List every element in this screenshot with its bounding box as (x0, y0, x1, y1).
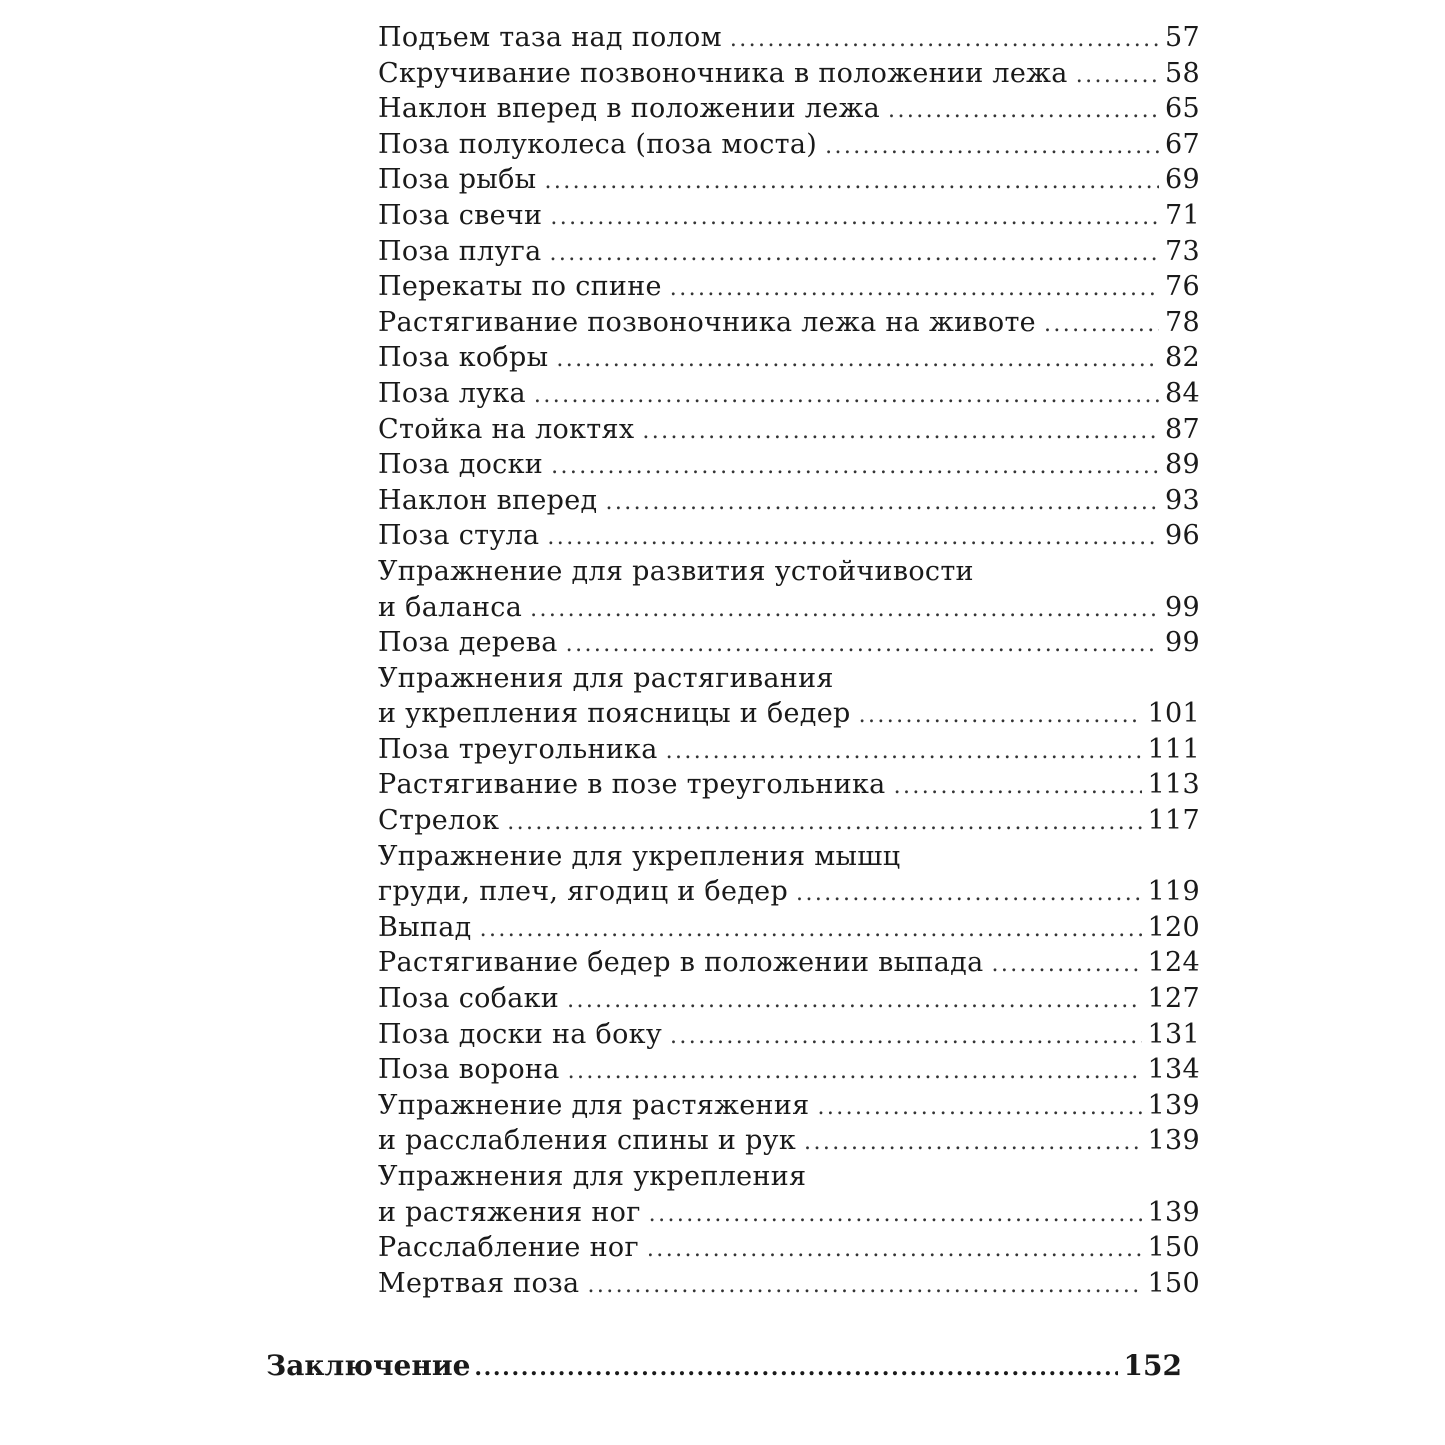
toc-leader-dots (587, 1268, 1141, 1304)
toc-entry (378, 1266, 1200, 1302)
toc-leader-dots (796, 876, 1142, 912)
toc-entry-page: 150 (1147, 1267, 1200, 1299)
toc-entry-title: груди, плеч, ягодиц и бедер (378, 876, 789, 908)
toc-entry (378, 732, 1200, 768)
toc-entry-title: Выпад (378, 911, 472, 943)
toc-entry (378, 767, 1200, 803)
toc-leader-dots (547, 520, 1159, 556)
toc-leader-dots (817, 1090, 1141, 1126)
toc-entry-page: 78 (1165, 306, 1200, 338)
toc-leader-dots (534, 378, 1159, 414)
toc-entry-title: Поза стула (378, 520, 540, 552)
toc-leader-dots (804, 1125, 1142, 1161)
toc-entry-title: Скручивание позвоночника в положении лежа (378, 57, 1068, 89)
toc-leader-dots (730, 22, 1159, 58)
toc-leader-dots (1076, 58, 1159, 94)
toc-leader-dots (605, 485, 1159, 521)
toc-entry-page: 57 (1165, 22, 1200, 53)
toc-entry-title: Наклон вперед в положении лежа (378, 93, 881, 125)
toc-entry-page: 113 (1147, 769, 1200, 801)
toc-entry (378, 945, 1200, 981)
toc-entry (378, 340, 1200, 376)
toc-entry-title: Упражнение для укрепления мышц (378, 840, 901, 872)
toc-leader-dots (507, 805, 1141, 841)
toc-entry (378, 1017, 1200, 1053)
toc-leader-dots (825, 129, 1159, 165)
toc-leader-dots (480, 912, 1142, 948)
toc-leader-dots (991, 947, 1141, 983)
toc-leader-dots (666, 734, 1142, 770)
toc-entry-page: 101 (1147, 698, 1200, 730)
toc-entry-page: 124 (1147, 947, 1200, 979)
toc-entry-title: Поза кобры (378, 342, 549, 374)
toc-leader-dots (670, 271, 1159, 307)
toc-entry-page: 67 (1165, 128, 1200, 160)
toc-entry (378, 981, 1200, 1017)
toc-leader-dots (670, 1019, 1142, 1055)
toc-entry-page: 73 (1165, 235, 1200, 267)
toc-leader-dots (1044, 307, 1159, 343)
toc-entry (378, 305, 1200, 341)
toc-leader-dots (549, 236, 1159, 272)
toc-entry-title: Стрелок (378, 805, 500, 837)
toc-entry-title: Перекаты по спине (378, 271, 662, 303)
toc-entry (378, 1123, 1200, 1159)
toc-entry-title: Поза собаки (378, 983, 560, 1015)
toc-entry-title: Упражнения для укрепления (378, 1161, 807, 1192)
toc-entry-title: Поза лука (378, 377, 526, 409)
toc-entry-page: 71 (1165, 199, 1200, 231)
toc-entry (378, 1230, 1200, 1266)
toc-leader-dots (859, 698, 1142, 734)
toc-entry (378, 447, 1200, 483)
toc-entry (378, 696, 1200, 732)
toc-entry (378, 1052, 1200, 1088)
toc-entry-continuation (378, 661, 1200, 697)
toc-entry-page: 117 (1147, 805, 1200, 837)
toc-entry-page: 96 (1165, 520, 1200, 552)
toc-entry (378, 1195, 1200, 1231)
toc-entry (378, 910, 1200, 946)
toc-entry-title: Поза полуколеса (поза моста) (378, 128, 818, 160)
toc-leader-dots (568, 1054, 1142, 1090)
toc-entry-title: Поза рыбы (378, 164, 537, 196)
toc-entry-title: Растягивание в позе треугольника (378, 769, 886, 801)
toc-entry-page: 84 (1165, 377, 1200, 409)
toc-entry-page: 58 (1165, 57, 1200, 89)
toc-leader-dots (888, 93, 1159, 129)
toc-entry (378, 803, 1200, 839)
toc-leader-dots (530, 592, 1159, 628)
toc-entry-title: Поза дерева (378, 627, 558, 659)
toc-leader-dots (566, 627, 1159, 663)
toc-entry (378, 625, 1200, 661)
toc-entry (378, 198, 1200, 234)
toc-entry-title: Поза ворона (378, 1054, 560, 1086)
toc-leader-dots (642, 414, 1159, 450)
toc-entry (378, 234, 1200, 270)
toc-entry (378, 56, 1200, 92)
toc-entry-title: Поза плуга (378, 235, 542, 267)
toc-entry-continuation (378, 1159, 1200, 1195)
toc-entry-page: 111 (1147, 733, 1200, 765)
toc-leader-dots (567, 983, 1141, 1019)
toc-entry-title: Растягивание позвоночника лежа на животе (378, 306, 1036, 338)
toc-leader-dots (544, 164, 1159, 200)
toc-leader-dots (647, 1232, 1142, 1268)
toc-leader-dots (556, 342, 1159, 378)
toc-entry-title: Стойка на локтях (378, 413, 635, 445)
toc-entry-page: 93 (1165, 484, 1200, 516)
toc-entry-title: Расслабление ног (378, 1232, 639, 1264)
toc-entry-title: Упражнение для растяжения (378, 1089, 810, 1121)
toc-entry-title: Поза треугольника (378, 733, 658, 765)
toc-entry-page: 82 (1165, 342, 1200, 374)
toc-entry (378, 162, 1200, 198)
toc-entry-page: 139 (1147, 1196, 1200, 1228)
toc-entry (378, 127, 1200, 163)
toc-entry-title: Упражнения для растягивания (378, 662, 834, 694)
toc-entry-page: 76 (1165, 271, 1200, 303)
toc-entry-title: Растягивание бедер в положении выпада (378, 947, 984, 979)
toc-leader-dots (649, 1197, 1142, 1233)
toc-entry-page: 69 (1165, 164, 1200, 196)
toc-leader-dots (550, 200, 1159, 236)
toc-entry-title: Подъем таза над полом (378, 22, 722, 53)
toc-entry-page: 87 (1165, 413, 1200, 445)
toc-entry (378, 412, 1200, 448)
toc-entry-title: Поза свечи (378, 199, 543, 231)
toc-entry (378, 1088, 1200, 1124)
toc-leader-dots (474, 1350, 1117, 1386)
toc-entry-page: 134 (1147, 1054, 1200, 1086)
toc-entry-title: и баланса (378, 591, 523, 623)
toc-entry-page: 89 (1165, 449, 1200, 481)
toc-entry-title: Мертвая поза (378, 1267, 580, 1299)
toc-entry-title: и укрепления поясницы и бедер (378, 698, 851, 730)
toc-entry-title: и растяжения ног (378, 1196, 641, 1228)
toc-entry-page: 131 (1147, 1018, 1200, 1050)
toc-entry-title: Поза доски на боку (378, 1018, 663, 1050)
toc-entry-page: 99 (1165, 591, 1200, 623)
toc-entry-page: 150 (1147, 1232, 1200, 1264)
toc-entry-title: Поза доски (378, 449, 544, 481)
table-of-contents (378, 20, 1200, 1301)
toc-leader-dots (894, 769, 1142, 805)
toc-entry-page: 139 (1147, 1125, 1200, 1157)
toc-entry-page: 99 (1165, 627, 1200, 659)
toc-entry (378, 518, 1200, 554)
toc-final-title: Заключение (266, 1349, 471, 1382)
toc-final-entry (266, 1348, 1182, 1386)
toc-entry (378, 590, 1200, 626)
toc-entry (378, 91, 1200, 127)
toc-entry (378, 874, 1200, 910)
toc-entry-page: 120 (1147, 911, 1200, 943)
toc-entry-title: Упражнение для развития устойчивости (378, 555, 974, 587)
toc-entry (378, 20, 1200, 56)
toc-entry-page: 65 (1165, 93, 1200, 125)
toc-entry-page: 127 (1147, 983, 1200, 1015)
toc-entry (378, 483, 1200, 519)
toc-entry-page: 139 (1147, 1089, 1200, 1121)
toc-entry (378, 269, 1200, 305)
toc-entry-page: 119 (1147, 876, 1200, 908)
toc-entry-title: и расслабления спины и рук (378, 1125, 797, 1157)
toc-final-page: 152 (1123, 1349, 1182, 1382)
toc-entry-continuation (378, 554, 1200, 590)
toc-entry-title: Наклон вперед (378, 484, 598, 516)
toc-leader-dots (551, 449, 1159, 485)
toc-entry (378, 376, 1200, 412)
toc-entry-continuation (378, 839, 1200, 875)
